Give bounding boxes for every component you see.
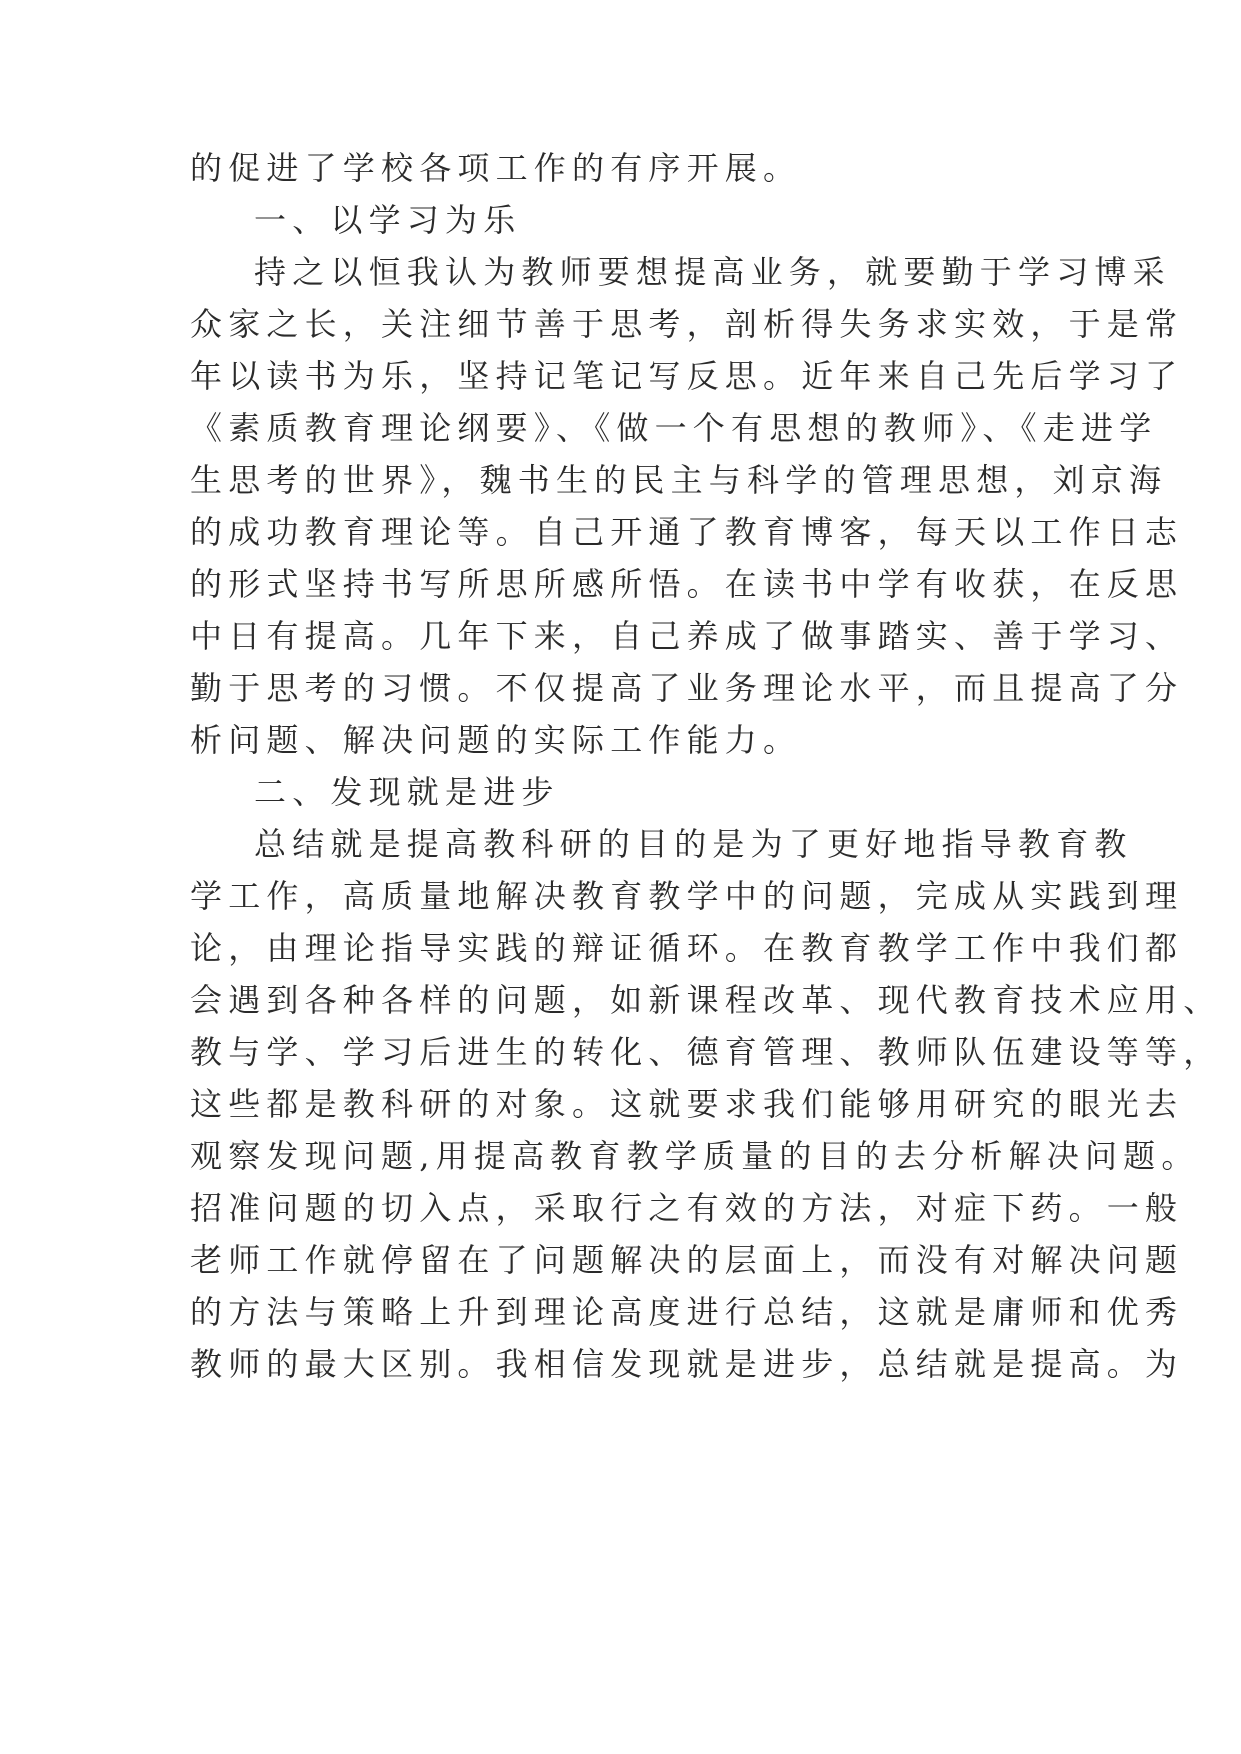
text-line: 《素质教育理论纲要》、《做一个有思想的教师》、《走进学: [190, 409, 1158, 447]
text-line: 观察发现问题,用提高教育教学质量的目的去分析解决问题。: [190, 1137, 1200, 1175]
text-line: 生思考的世界》，魏书生的民主与科学的管理思想，刘京海: [190, 461, 1168, 499]
text-line: 老师工作就停留在了问题解决的层面上，而没有对解决问题: [190, 1241, 1184, 1279]
section-heading-2: 二、发现就是进步: [254, 773, 560, 811]
text-line: 总结就是提高教科研的目的是为了更好地指导教育教: [254, 825, 1133, 863]
text-line: 的方法与策略上升到理论高度进行总结，这就是庸师和优秀: [190, 1293, 1184, 1331]
text-line: 年以读书为乐，坚持记笔记写反思。近年来自己先后学习了: [190, 357, 1184, 395]
text-line: 这些都是教科研的对象。这就要求我们能够用研究的眼光去: [190, 1085, 1184, 1123]
text-line: 的成功教育理论等。自己开通了教育博客，每天以工作日志: [190, 513, 1184, 551]
text-line: 的形式坚持书写所思所感所悟。在读书中学有收获，在反思: [190, 565, 1184, 603]
text-line: 析问题、解决问题的实际工作能力。: [190, 721, 802, 759]
section-heading-1: 一、以学习为乐: [254, 201, 522, 239]
text-line: 教师的最大区别。我相信发现就是进步，总结就是提高。为: [190, 1345, 1184, 1383]
text-line: 论，由理论指导实践的辩证循环。在教育教学工作中我们都: [190, 929, 1184, 967]
text-line: 教与学、学习后进生的转化、德育管理、教师队伍建设等等，: [190, 1033, 1222, 1071]
text-line: 持之以恒我认为教师要想提高业务，就要勤于学习博采: [254, 253, 1171, 291]
text-line: 勤于思考的习惯。不仅提高了业务理论水平，而且提高了分: [190, 669, 1184, 707]
text-line: 众家之长，关注细节善于思考，剖析得失务求实效，于是常: [190, 305, 1184, 343]
text-line: 招准问题的切入点，采取行之有效的方法，对症下药。一般: [190, 1189, 1184, 1227]
text-line: 中日有提高。几年下来，自己养成了做事踏实、善于学习、: [190, 617, 1184, 655]
text-line: 会遇到各种各样的问题，如新课程改革、现代教育技术应用、: [190, 981, 1222, 1019]
text-line: 的促进了学校各项工作的有序开展。: [190, 149, 802, 187]
text-line: 学工作，高质量地解决教育教学中的问题，完成从实践到理: [190, 877, 1184, 915]
